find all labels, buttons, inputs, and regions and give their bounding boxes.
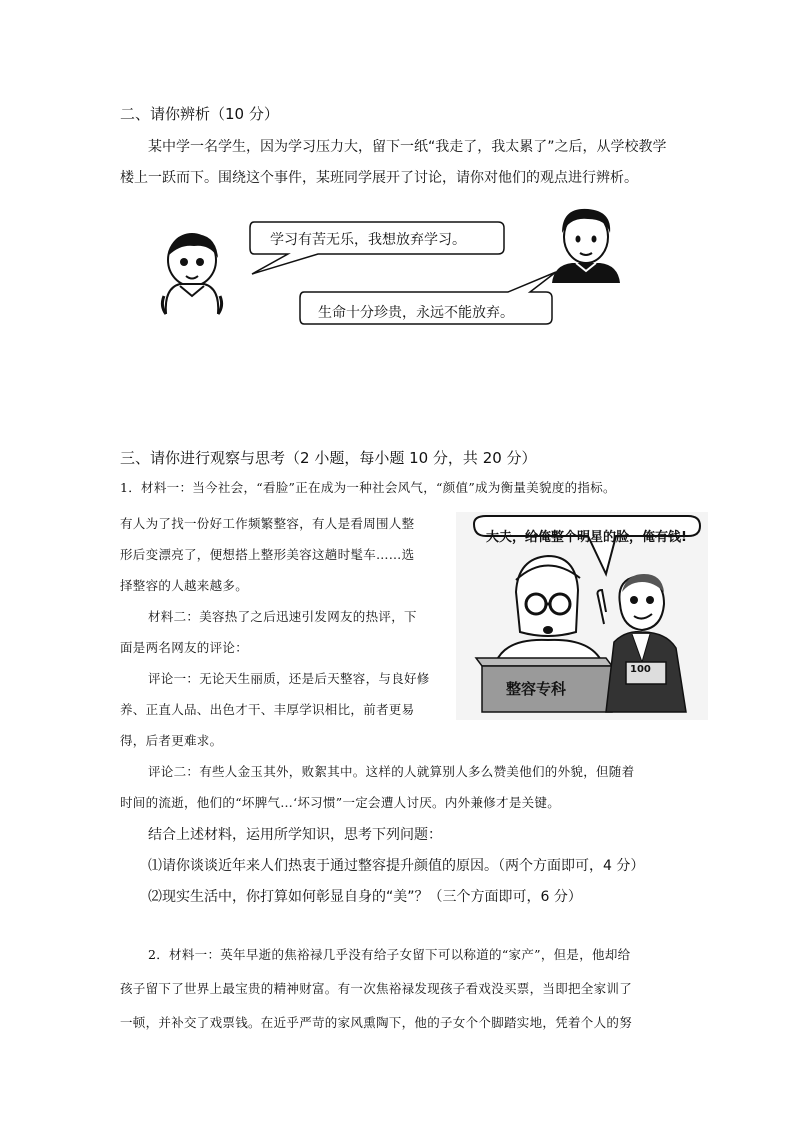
section2-paragraph-line2: 楼上一跃而下。围绕这个事件，某班同学展开了讨论，请你对他们的观点进行辨析。 bbox=[120, 170, 638, 186]
comment2-line2: 时间的流逝，他们的“坏脾气…‘坏习惯”一定会遭人讨厌。内外兼修才是关键。 bbox=[120, 795, 561, 810]
q1-material1-line2: 有人为了找一份好工作频繁整容，有人是看周围人整 bbox=[120, 516, 415, 531]
cartoon-bubble-text: 大夫，给俺整个明星的脸，俺有钱! bbox=[486, 530, 687, 545]
cartoon-money-label: 100 bbox=[630, 664, 651, 675]
q2-material1-line3: 一顿，并补交了戏票钱。在近乎严苛的家风熏陶下，他的子女个个脚踏实地，凭着个人的努 bbox=[120, 1015, 633, 1030]
comment1-line3: 得，后者更难求。 bbox=[120, 733, 223, 748]
q1-material1-line4: 择整容的人越来越多。 bbox=[120, 578, 249, 593]
speech-bubble-left-text: 学习有苦无乐，我想放弃学习。 bbox=[270, 232, 466, 248]
subquestion-1: ⑴请你谈谈近年来人们热衷于通过整容提升颜值的原因。（两个方面即可，4 分） bbox=[148, 858, 645, 874]
girl-illustration bbox=[158, 226, 228, 316]
speech-bubble-right-text: 生命十分珍贵，永远不能放弃。 bbox=[318, 305, 514, 321]
q1-material1-line3: 形后变漂亮了，便想搭上整形美容这趟时髦车……选 bbox=[120, 547, 415, 562]
subquestion-2: ⑵现实生活中，你打算如何彰显自身的“美”？（三个方面即可，6 分） bbox=[148, 889, 582, 905]
comment1-line1: 评论一：无论天生丽质，还是后天整容，与良好修 bbox=[148, 671, 430, 686]
q2-material1-line1: 2．材料一：英年早逝的焦裕禄几乎没有给子女留下可以称道的“家产”，但是，他却给 bbox=[148, 947, 631, 962]
q1-material2-line2: 面是两名网友的评论： bbox=[120, 640, 249, 655]
section3-heading: 三、请你进行观察与思考（2 小题，每小题 10 分，共 20 分） bbox=[120, 449, 537, 467]
question-prompt: 结合上述材料，运用所学知识，思考下列问题： bbox=[148, 827, 442, 843]
q1-material1-line1: 1．材料一：当今社会，“看脸”正在成为一种社会风气，“颜值”成为衡量美貌度的指标。 bbox=[120, 480, 616, 495]
q2-material1-line2: 孩子留下了世界上最宝贵的精神财富。有一次焦裕禄发现孩子看戏没买票，当即把全家训了 bbox=[120, 981, 633, 996]
comment2-line1: 评论二：有些人金玉其外，败絮其中。这样的人就算别人多么赞美他们的外貌，但随着 bbox=[148, 764, 635, 779]
q1-material2-line1: 材料二：美容热了之后迅速引发网友的热评，下 bbox=[148, 609, 417, 624]
cartoon-desk-label: 整容专科 bbox=[506, 680, 567, 698]
section2-heading: 二、请你辨析（10 分） bbox=[120, 105, 279, 123]
section2-paragraph-line1: 某中学一名学生，因为学习压力大，留下一纸“我走了，我太累了”之后，从学校教学 bbox=[148, 139, 667, 155]
comment1-line2: 养、正直人品、出色才干、丰厚学识相比，前者更易 bbox=[120, 702, 415, 717]
